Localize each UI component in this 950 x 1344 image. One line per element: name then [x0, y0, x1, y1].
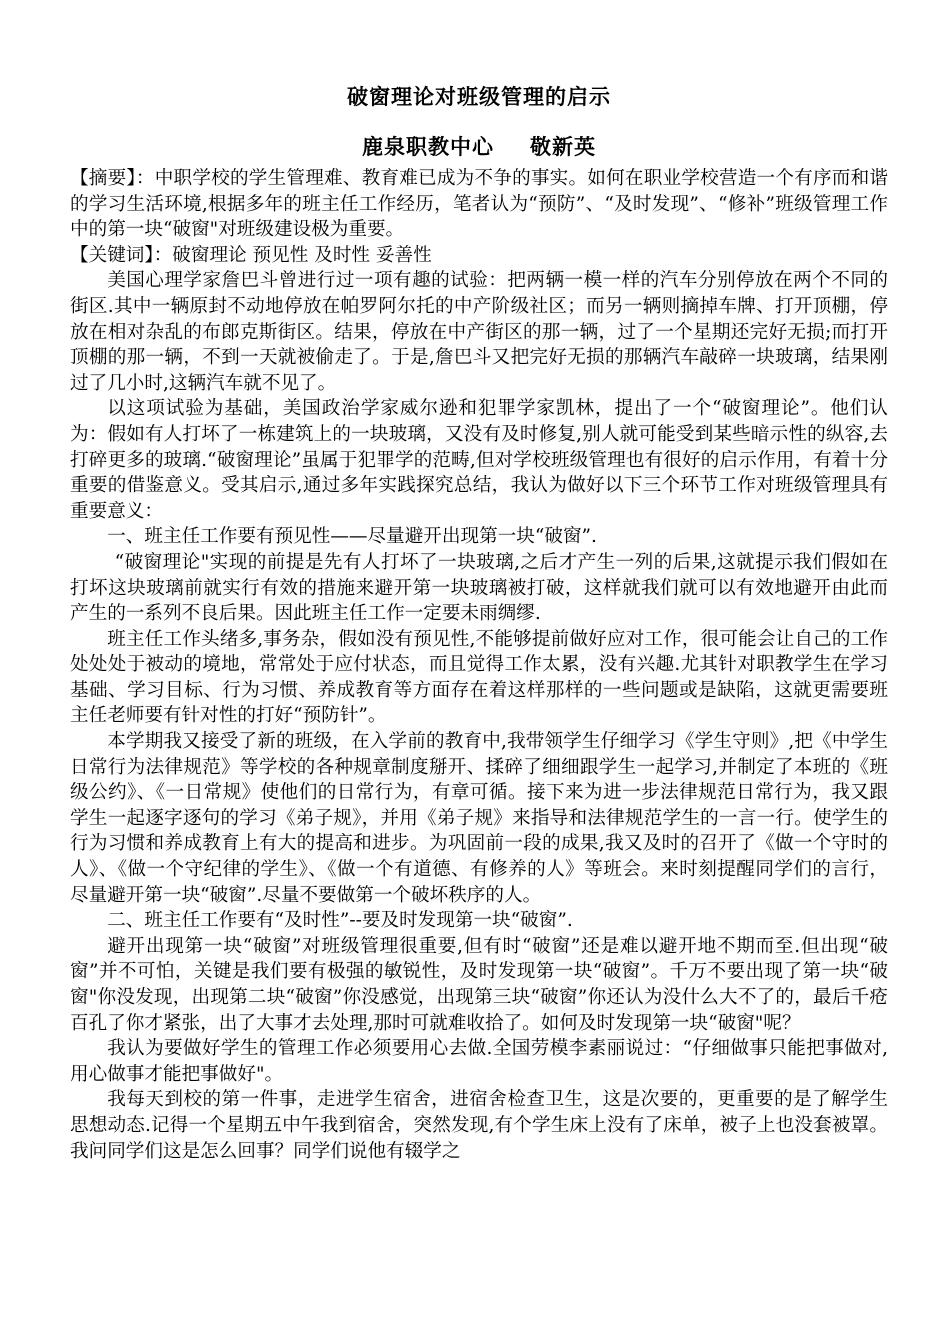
body-paragraph-premise: “破窗理论"实现的前提是先有人打坏了一块玻璃,之后才产生一列的后果,这就提示我们假如在打坏这块玻璃前就实行有效的措施来避开第一块玻璃被打破，这样就我们就可以有效地避开由此而产生的一系列不良后果。因此班主任工作一定要未雨绸缪.	[70, 551, 888, 625]
body-paragraph-quote: 我认为要做好学生的管理工作必须要用心去做.全国劳模李素丽说过：“仔细做事只能把事做对,用心做事才能把事做好"。	[70, 1038, 888, 1085]
body-paragraph-dormitory: 我每天到校的第一件事，走进学生宿舍，进宿舍检查卫生，这是次要的，更重要的是了解学生思想动态.记得一个星期五中午我到宿舍，突然发现,有个学生床上没有了床单，被子上也没套被罩。我问同学们这是怎么回事？同学们说他有辍学之	[70, 1089, 888, 1162]
body-paragraph-new-class: 本学期我又接受了新的班级，在入学前的教育中,我带领学生仔细学习《学生守则》,把《中学生日常行为法律规范》等学校的各种规章制度掰开、揉碎了细细跟学生一起学习,并制定了本班的《班级公约》、《一日常规》使他们的日常行为，有章可循。接下来为进一步法律规范日常行为，我又跟学生一起逐字逐句的学习《弟子规》，并用《弟子规》来指导和法律规范学生的一言一行。使学生的行为习惯和养成教育上有大的提高和进步。为巩固前一段的成果,我又及时的召开了《做一个守时的人》、《做一个守纪律的学生》、《做一个有道德、有修养的人》等班会。来时刻提醒同学们的言行，尽量避开第一块“破窗”.尽量不要做第一个破坏秩序的人。	[70, 731, 888, 906]
body-paragraph-foresight: 班主任工作头绪多,事务杂，假如没有预见性,不能够提前做好应对工作，很可能会让自己的工作处处处于被动的境地，常常处于应付状态，而且觉得工作太累，没有兴趣.尤其针对职教学生在学习基础、学习目标、行为习惯、养成教育等方面存在着这样那样的一些问题或是缺陷，这就更需要班主任老师要有针对性的打好“预防针”。	[70, 628, 888, 727]
author-name: 敬新英	[530, 135, 596, 159]
section-heading-1: 一、班主任工作要有预见性——尽量避开出现第一块“破窗”.	[107, 526, 597, 548]
abstract: 【摘要】：中职学校的学生管理难、教育难已成为不争的事实。如何在职业学校营造一个有序而和谐的学习生活环境,根据多年的班主任工作经历，笔者认为“预防”、“及时发现”、“修补”班级管理工作中的第一块“破窗"对班级建设极为重要。	[70, 168, 888, 241]
document-title: 破窗理论对班级管理的启示	[347, 85, 611, 109]
keywords: 【关键词】：破窗理论 预见性 及时性 妥善性	[70, 244, 432, 266]
author-line	[70, 132, 888, 162]
body-paragraph-theory: 以这项试验为基础，美国政治学家威尔逊和犯罪学家凯林，提出了一个“破窗理论”。他们认为：假如有人打坏了一栋建筑上的一块玻璃，又没有及时修复,别人就可能受到某些暗示性的纵容,去打碎更多的玻璃.“破窗理论”虽属于犯罪学的范畴,但对学校班级管理也有很好的启示作用，有着十分重要的借鉴意义。受其启示,通过多年实践探究总结，我认为做好以下三个环节工作对班级管理具有重要意义：	[70, 398, 888, 522]
document-page	[70, 82, 888, 1164]
body-paragraph-timeliness: 避开出现第一块“破窗”对班级管理很重要,但有时“破窗”还是难以避开地不期而至.但出现“破窗”并不可怕，关键是我们要有极强的敏锐性，及时发现第一块“破窗”。千万不要出现了第一块“破窗"你没发现，出现第二块“破窗”你没感觉，出现第三块“破窗”你还认为没什么大不了的，最后千疮百孔了你才紧张，出了大事才去处理,那时可就难收拾了。如何及时发现第一块“破窗"呢？	[70, 935, 888, 1034]
author-organization: 鹿泉职教中心	[362, 135, 494, 159]
body-paragraph-experiment: 美国心理学家詹巴斗曾进行过一项有趣的试验：把两辆一模一样的汽车分别停放在两个不同的街区.其中一辆原封不动地停放在帕罗阿尔托的中产阶级社区；而另一辆则摘掉车牌、打开顶棚，停放在相对杂乱的布郎克斯街区。结果，停放在中产街区的那一辆，过了一个星期还完好无损;而打开顶棚的那一辆，不到一天就被偷走了。于是,詹巴斗又把完好无损的那辆汽车敲碎一块玻璃，结果刚过了几小时,这辆汽车就不见了。	[70, 270, 888, 394]
section-heading-2: 二、班主任工作要有“及时性”--要及时发现第一块“破窗”.	[107, 910, 573, 932]
